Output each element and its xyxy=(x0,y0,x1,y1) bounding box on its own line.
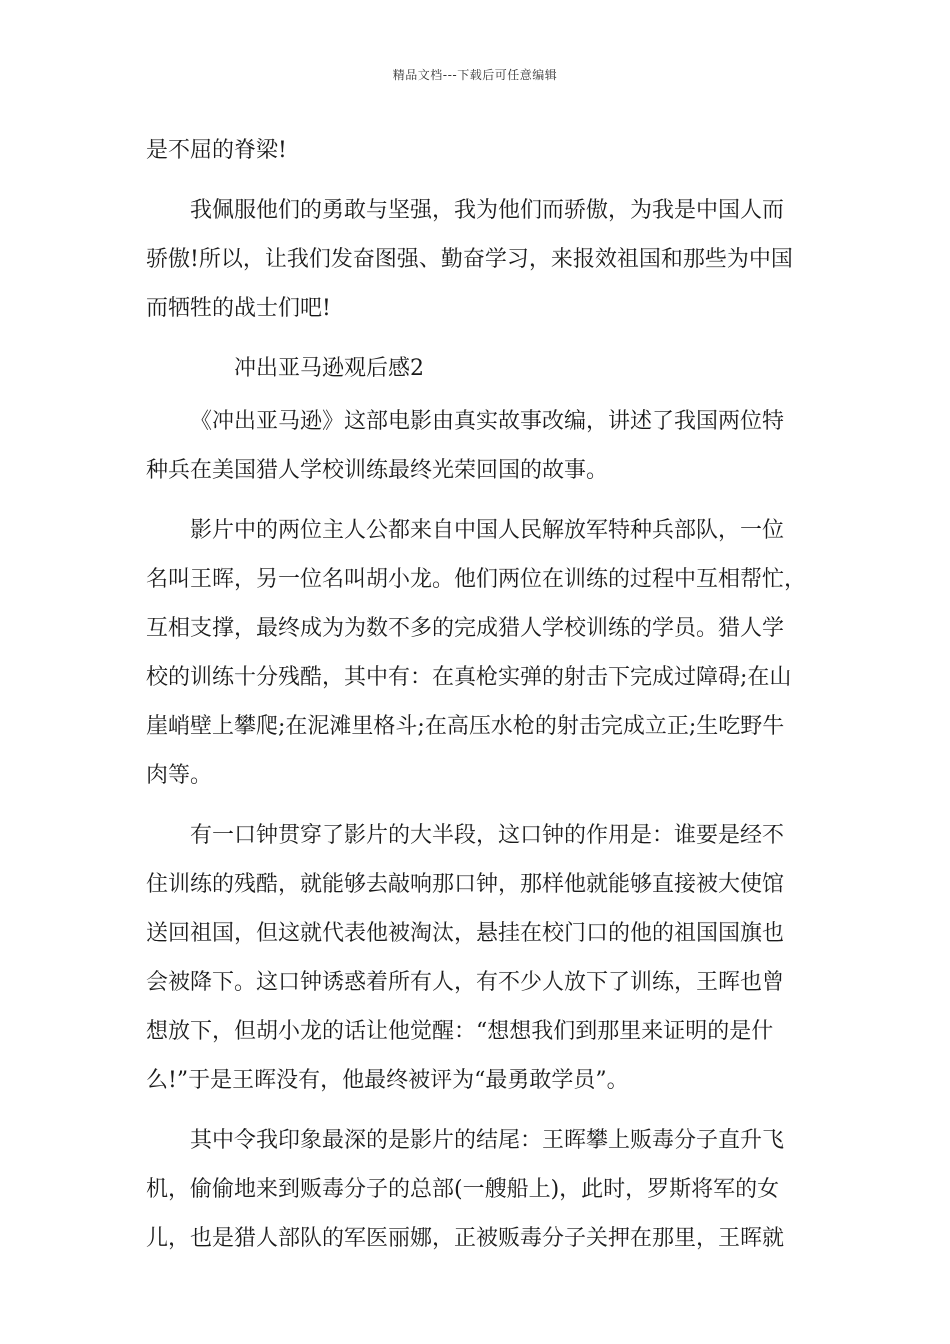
text-line: 住训练的残酷，就能够去敲响那口钟，那样他就能够直接被大使馆 xyxy=(146,872,785,897)
paragraph-4 xyxy=(146,506,810,800)
paragraph-2 xyxy=(146,186,810,333)
text-line: 有一口钟贯穿了影片的大半段，这口钟的作用是：谁要是经不 xyxy=(190,823,785,848)
text-line: 影片中的两位主人公都来自中国人民解放军特种兵部队，一位 xyxy=(190,518,785,543)
text-line: 崖峭壁上攀爬;在泥滩里格斗;在高压水枪的射击完成立正;生吃野牛 xyxy=(146,714,785,739)
text-line: 儿，也是猎人部队的军医丽娜，正被贩毒分子关押在那里，王晖就 xyxy=(146,1226,785,1251)
paragraph-5 xyxy=(146,811,810,1105)
page-header: 精品文档---下载后可任意编辑 xyxy=(392,68,558,82)
section-title xyxy=(146,344,810,393)
text-line: 是不屈的脊梁! xyxy=(146,138,287,163)
text-line: 机，偷偷地来到贩毒分子的总部(一艘船上)，此时，罗斯将军的女 xyxy=(146,1177,780,1202)
text-line: 想放下，但胡小龙的话让他觉醒：“想想我们到那里来证明的是什 xyxy=(146,1019,774,1044)
text-line: 骄傲!所以，让我们发奋图强、勤奋学习，来报效祖国和那些为中国 xyxy=(146,247,793,272)
text-line: 而牺牲的战士们吧! xyxy=(146,296,331,321)
text-line: 其中令我印象最深的是影片的结尾：王晖攀上贩毒分子直升飞 xyxy=(190,1128,785,1153)
paragraph-6 xyxy=(146,1116,810,1263)
paragraph-1 xyxy=(146,126,810,175)
document-body xyxy=(146,126,810,1263)
text-line: 种兵在美国猎人学校训练最终光荣回国的故事。 xyxy=(146,458,609,483)
text-line: 互相支撑，最终成为为数不多的完成猎人学校训练的学员。猎人学 xyxy=(146,616,785,641)
text-line: 名叫王晖，另一位名叫胡小龙。他们两位在训练的过程中互相帮忙， xyxy=(146,567,807,592)
section-title-text: 冲出亚马逊观后感2 xyxy=(234,356,424,381)
text-line: 我佩服他们的勇敢与坚强，我为他们而骄傲，为我是中国人而 xyxy=(190,198,785,223)
text-line: 校的训练十分残酷，其中有：在真枪实弹的射击下完成过障碍;在山 xyxy=(146,665,792,690)
paragraph-3 xyxy=(146,397,810,495)
text-line: 送回祖国，但这就代表他被淘汰，悬挂在校门口的他的祖国国旗也 xyxy=(146,921,785,946)
text-line: 会被降下。这口钟诱惑着所有人，有不少人放下了训练，王晖也曾 xyxy=(146,970,785,995)
text-line: 么!”于是王晖没有，他最终被评为“最勇敢学员”。 xyxy=(146,1068,629,1093)
text-line: 肉等。 xyxy=(146,763,213,788)
text-line: 《冲出亚马逊》这部电影由真实故事改编，讲述了我国两位特 xyxy=(190,409,785,434)
